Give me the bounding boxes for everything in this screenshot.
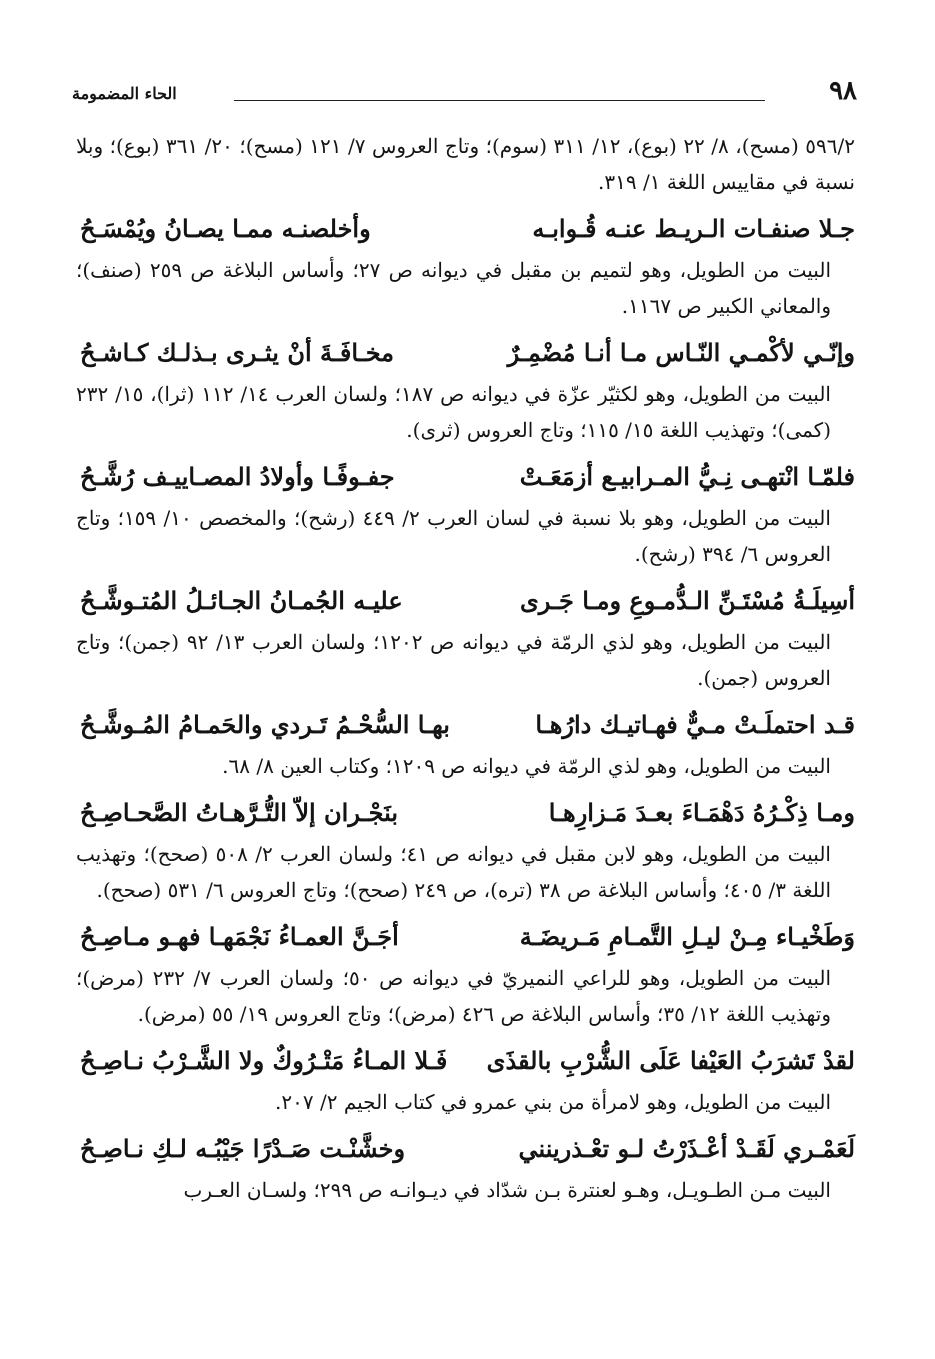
verse-second-hemistich: بنَجْـران إلاّ التُّـرَّهـاتُ الصَّحـاصِـحُ [80, 798, 399, 827]
verse-second-hemistich: فَـلا المـاءُ مَتْـرُوكٌ ولا الشَّـرْبُ نـاصِـحُ [80, 1046, 448, 1075]
verse-note: البيت مـن الطـويـل، وهـو لعنترة بـن شدّاد في ديـوانـه ص ٢٩٩؛ ولسـان العـرب [183, 1178, 831, 1202]
verse [76, 1040, 855, 1082]
running-title: الحاء المضمومة [72, 84, 177, 103]
entry [76, 1128, 855, 1208]
entry [76, 704, 855, 784]
verse-note: البيت من الطويل، وهو لذي الرمّة في ديوانه ص ١٢٠٩؛ وكتاب العين ٨/ ٦٨. [222, 754, 831, 778]
entry [76, 792, 855, 908]
page-number: ٩٨ [829, 76, 857, 106]
verse [76, 792, 855, 834]
verse-second-hemistich: وخشَّنْـت صَـدْرًا جَيْبُـه لـكِ نـاصِـحُ [80, 1134, 406, 1163]
entry [76, 456, 855, 572]
verse [76, 456, 855, 498]
page-header [72, 76, 857, 110]
verse [76, 916, 855, 958]
entry [76, 916, 855, 1032]
verse-first-hemistich: قـد احتملَـتْ مـيٌّ فهـاتيـك دارُهـا [535, 710, 855, 739]
verse-second-hemistich: بهـا السُّحْـمُ تَـردي والحَمـامُ المُـوشَّـحُ [80, 710, 450, 739]
verse-first-hemistich: لقدْ تَشرَبُ العَيْفا عَلَى الشُّرْبِ بالقذَى [486, 1046, 855, 1075]
verse-second-hemistich: وأخلصنـه ممـا يصـانُ ويُمْسَـحُ [80, 214, 371, 243]
verse-note: البيت من الطويل، وهو لذي الرمّة في ديوانه ص ١٢٠٢؛ ولسان العرب ١٣/ ٩٢ (جمن)؛ وتاج العروس (جمن). [76, 630, 831, 690]
verse-note: البيت من الطويل، وهو للراعي النميريّ في ديوانه ص ٥٠؛ ولسان العرب ٧/ ٢٣٢ (مرض)؛ وتهذيب اللغة ١٢/ ٣٥؛ وأساس البلاغة ص ٤٢٦ (مرض)؛ وتاج العروس ١٩/ ٥٥ (مرض). [76, 966, 832, 1026]
verse-first-hemistich: ومـا ذِكْـرُهُ دَهْمَـاءَ بعـدَ مَـزارِهـا [548, 798, 855, 827]
verse [76, 1128, 855, 1170]
entry [76, 332, 855, 448]
entry [76, 580, 855, 696]
verse-first-hemistich: وَطَخْيـاء مِـنْ ليـلِ التَّمـامِ مَـريضَـة [519, 922, 855, 951]
verse [76, 704, 855, 746]
verse-first-hemistich: جـلا صنفـات الـريـط عنـه قُـوابـه [532, 214, 855, 243]
verse-note: البيت من الطويل، وهو لتميم بن مقبل في ديوانه ص ٢٧؛ وأساس البلاغة ص ٢٥٩ (صنف)؛ والمعاني الكبير ص ١١٦٧. [76, 258, 831, 318]
header-rule [234, 100, 765, 101]
verse-first-hemistich: لَعَمْـري لَقَـدْ أعْـذَرْتُ لـو تعْـذرينني [518, 1134, 855, 1163]
continuation-note: ٥٩٦/٢ (مسح)، ٨/ ٢٢ (بوع)، ١٢/ ٣١١ (سوم)؛ وتاج العروس ٧/ ١٢١ (مسح)؛ ٢٠/ ٣٦١ (بوع)؛ وبلا نسبة في مقاييس اللغة ١/ ٣١٩. [76, 134, 855, 194]
verse-second-hemistich: مخـافَـةَ أنْ يثـرى بـذلـك كـاشـحُ [80, 338, 395, 367]
verse-second-hemistich: أجَـنَّ العمـاءُ نَجْمَهـا فهـو مـاصِـحُ [80, 922, 399, 951]
verse-first-hemistich: وإنّـي لأكْمـي النّـاس مـا أنـا مُضْمِـرٌ [507, 338, 855, 367]
page-body [76, 128, 855, 1214]
verse-second-hemistich: عليـه الجُمـانُ الجـائـلُ المُتـوشَّـحُ [80, 586, 403, 615]
verse-first-hemistich: فلمّـا انْتهـى نِـيُّ المـرابيـع أزمَعَـتْ [519, 462, 855, 491]
verse-note: البيت من الطويل، وهو بلا نسبة في لسان العرب ٢/ ٤٤٩ (رشح)؛ والمخصص ١٠/ ١٥٩؛ وتاج العروس ٦/ ٣٩٤ (رشح). [76, 506, 831, 566]
verse [76, 208, 855, 250]
verse-note: البيت من الطويل، وهو لامرأة من بني عمرو في كتاب الجيم ٢/ ٢٠٧. [275, 1090, 831, 1114]
verse-note: البيت من الطويل، وهو لابن مقبل في ديوانه ص ٤١؛ ولسان العرب ٢/ ٥٠٨ (صحح)؛ وتهذيب اللغة ٣/ ٤٠٥؛ وأساس البلاغة ص ٣٨ (تره)، ص ٢٤٩ (صحح)؛ وتاج العروس ٦/ ٥٣١ (صحح). [76, 842, 831, 902]
verse-first-hemistich: أسِيلَـةُ مُسْتَـنِّ الـدُّمـوعِ ومـا جَـرى [520, 586, 855, 615]
verse-note: البيت من الطويل، وهو لكثيّر عزّة في ديوانه ص ١٨٧؛ ولسان العرب ١٤/ ١١٢ (ثرا)، ١٥/ ٢٣٢ (كمى)؛ وتهذيب اللغة ١٥/ ١١٥؛ وتاج العروس (ثرى). [76, 382, 831, 442]
entry [76, 208, 855, 324]
verse [76, 580, 855, 622]
verse [76, 332, 855, 374]
entry [76, 1040, 855, 1120]
verse-second-hemistich: جفـوفًـا وأولادُ المصـاييـف رُشَّـحُ [80, 462, 395, 491]
